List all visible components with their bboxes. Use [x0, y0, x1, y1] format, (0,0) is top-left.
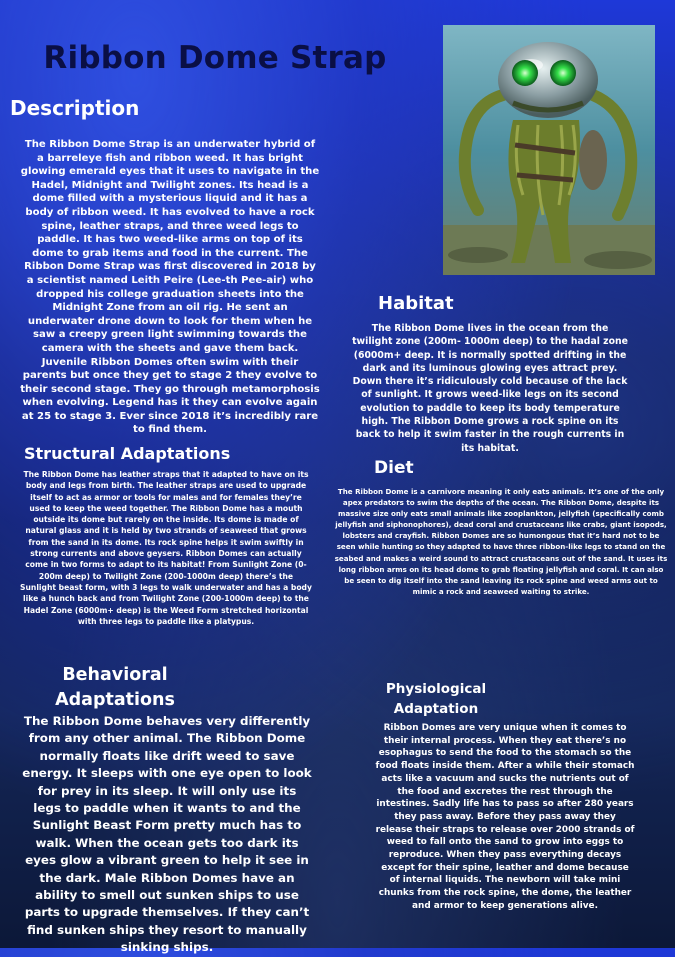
physiological-heading-line2: Adaptation	[393, 700, 479, 717]
habitat-text: The Ribbon Dome lives in the ocean from the twilight zone (200m- 1000m deep) to the hadal zone (6000m+ deep. It is normally spotted drifting in the dark and its luminous glowing eyes attract prey. Down there it’s ridiculously cold because of the lack of sunlight. It grows weed-like legs on its second evolution to paddle to keep its body temperature high. The Ribbon Dome grows a rock spine on its back to help it swim faster in the rough currents in its habitat.	[352, 323, 628, 454]
behavioral-heading-line2: Adaptations	[55, 690, 175, 710]
structural-adaptations-heading: Structural Adaptations	[24, 444, 231, 463]
diet-heading: Diet	[374, 458, 414, 478]
behavioral-adaptations-heading	[40, 663, 190, 713]
physiological-adaptation-heading	[376, 680, 496, 719]
page-title: Ribbon Dome Strap	[43, 40, 387, 76]
behavioral-adaptations-text: The Ribbon Dome behaves very differently from any other animal. The Ribbon Dome normally floats like drift weed to save energy. It sleeps with one eye open to look for prey in its sleep. It will only use its legs to paddle when it wants to and the Sunlight Beast Form pretty much has to walk. When the ocean gets too dark its eyes glow a vibrant green to help it see in the dark. Male Ribbon Domes have an ability to smell out sunken ships to use parts to upgrade themselves. If they can’t find sunken ships they resort to manually sinking ships.	[22, 714, 312, 955]
description-heading: Description	[10, 96, 140, 120]
physiological-adaptation-text: Ribbon Domes are very unique when it comes to their internal process. When they eat there’s no esophagus to send the food to the stomach so the food floats inside them. After a while their stomach acts like a vacuum and sucks the nutrients out of the food and excretes the rest through the intestines. Sadly life has to pass so after 280 years they pass away. Before they pass away they release their straps to release over 2000 strands of weed to fall onto the sand to grow into eggs to reproduce. When they pass everything decays except for their spine, leather and dome because of internal liquids. The newborn will take mini chunks from the rock spine, the dome, the leather and armor to keep generations alive.	[375, 723, 635, 911]
creature-illustration	[443, 25, 655, 275]
description-text: The Ribbon Dome Strap is an underwater hybrid of a barreleye fish and ribbon weed. It has bright glowing emerald eyes that it uses to navigate in the Hadel, Midnight and Twilight zones. Its head is a dome filled with a mysterious liquid and it has a body of ribbon weed. It has evolved to have a rock spine, leather straps, and three weed legs to paddle. It has two weed-like arms on top of its dome to grab items and food in the current. The Ribbon Dome Strap was first discovered in 2018 by a scientist named Leith Peire (Lee-th Pee-air) who dropped his college graduation sheets into the Midnight Zone from an oil rig. He sent an underwater drone down to look for them when he saw a creepy green light swimming towards the camera with the sheets and gave them back. Juvenile Ribbon Domes often swim with their parents but once they get to stage 2 they evolve to their second stage. They go through metamorphosis when evolving. Legend has it they can evolve again at 25 to stage 3. Ever since 2018 it’s incredibly rare to find them.	[20, 139, 320, 436]
diet-text: The Ribbon Dome is a carnivore meaning it only eats animals. It’s one of the only apex predators to swim the depths of the ocean. The Ribbon Dome, despite its massive size only eats small animals like zooplankton, jellyfish (specifically comb jellyfish and siphonophores), dead coral and crustaceans like crabs, giant isopods, lobsters and crayfish. Ribbon Domes are so humongous that it’s hard not to be seen while hunting so they adapted to have three ribbon-like legs to stand on the seabed and makes a weird sound to attract crustaceans out of the sand. It uses its long ribbon arms on its head dome to grab floating jellyfish and coral. It can also be seen to dig itself into the sand leaving its rock spine and weed arms out to mimic a rock and seaweed waiting to strike.	[334, 487, 668, 596]
physiological-heading-line1: Physiological	[385, 681, 487, 697]
habitat-heading: Habitat	[378, 293, 454, 314]
structural-adaptations-text: The Ribbon Dome has leather straps that it adapted to have on its body and legs from birth. The leather straps are used to upgrade itself to act as armor or tools for males and for females they’re used to keep the weed together. The Ribbon Dome has a mouth outside its dome but rarely on the inside. Its dome is made of natural glass and it is held by two strands of seaweed that grows from the sand in its dome. Its rock spine helps it swim swiftly in strong currents and above geysers. Ribbon Domes can actually come in two forms to adapt to its habitat! From Sunlight Zone (0-200m deep) to Twilight Zone (200-1000m deep) there’s the Sunlight beast form, with 3 legs to walk underwater and has a body like a hunch back and from Twilight Zone (200-1000m deep) to the Hadel Zone (6000m+ deep) is the Weed Form stretched horizontal with three legs to paddle like a platypus.	[20, 470, 312, 626]
behavioral-heading-line1: Behavioral	[62, 665, 168, 685]
